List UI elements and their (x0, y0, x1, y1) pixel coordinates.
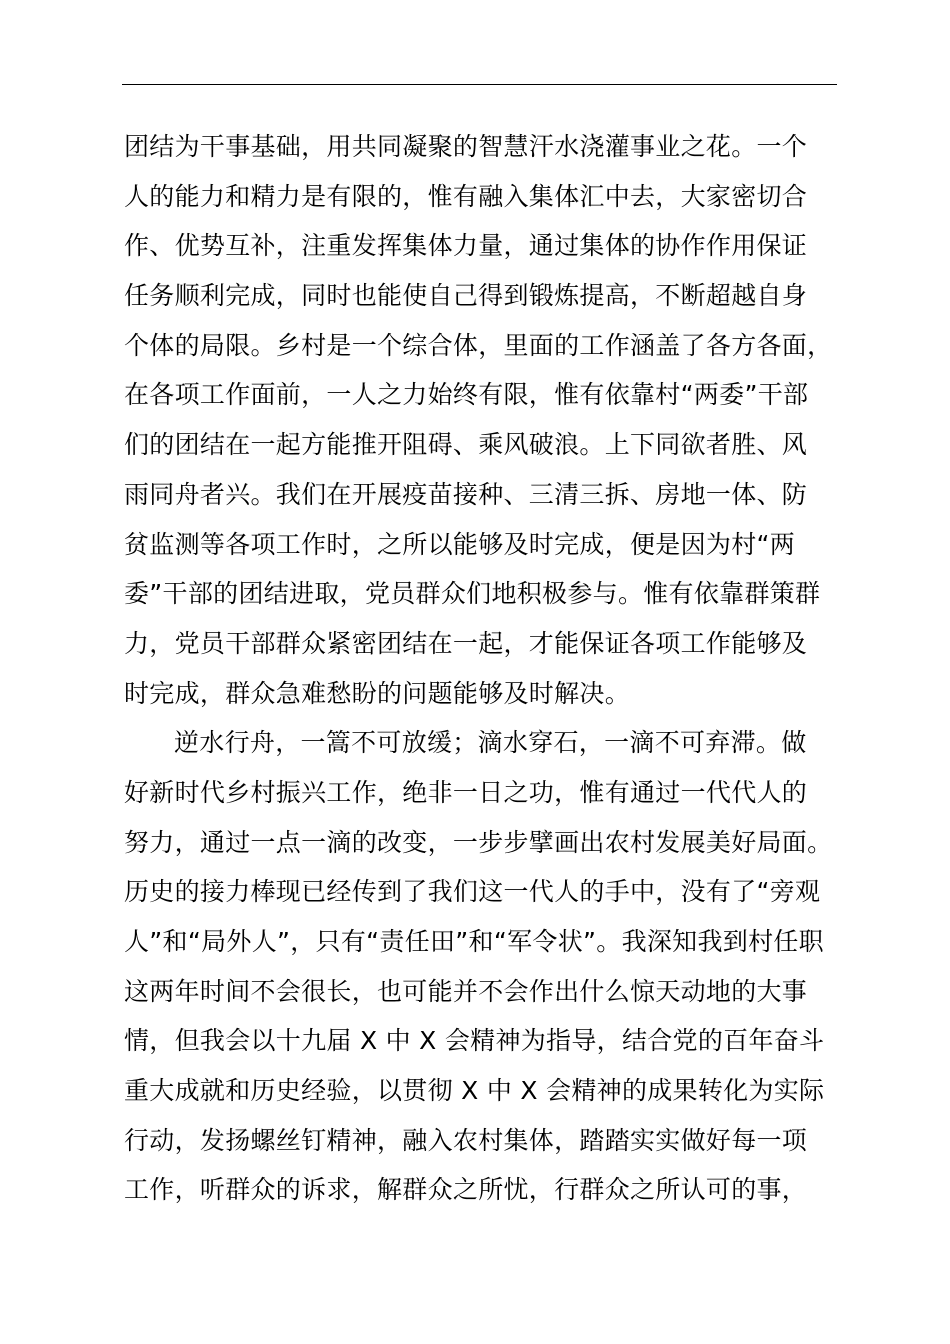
text-line: 在各项工作面前，一人之力始终有限，惟有依靠村“两委”干部 (124, 380, 809, 410)
text-line: 人”和“局外人”，只有“责任田”和“军令状”。我深知我到村任职 (124, 927, 824, 956)
text-line: 历史的接力棒现已经传到了我们这一代人的手中，没有了“旁观 (124, 877, 821, 907)
header-rule (122, 84, 837, 85)
text-line: 们的团结在一起方能推开阻碍、乘风破浪。上下同欲者胜、风 (124, 430, 808, 460)
paragraph-start-line: 逆水行舟，一篙不可放缓；滴水穿石，一滴不可弃滞。做 (174, 728, 807, 758)
text-line: 时完成，群众急难愁盼的问题能够及时解决。 (124, 678, 631, 708)
text-line: 人的能力和精力是有限的，惟有融入集体汇中去，大家密切合 (124, 181, 808, 211)
text-line: 个体的局限。乡村是一个综合体，里面的工作涵盖了各方各面， (124, 330, 833, 360)
text-line: 努力，通过一点一滴的改变，一步步擘画出农村发展美好局面。 (124, 827, 833, 857)
text-line: 雨同舟者兴。我们在开展疫苗接种、三清三拆、房地一体、防 (124, 479, 808, 509)
text-line: 任务顺利完成，同时也能使自己得到锻炼提高，不断超越自身 (124, 281, 808, 311)
text-line: 重大成就和历史经验，以贯彻 X 中 X 会精神的成果转化为实际 (124, 1076, 825, 1106)
text-line: 情，但我会以十九届 X 中 X 会精神为指导，结合党的百年奋斗 (124, 1026, 825, 1056)
text-line: 工作，听群众的诉求，解群众之所忧，行群众之所认可的事， (124, 1175, 808, 1205)
text-line: 好新时代乡村振兴工作，绝非一日之功，惟有通过一代代人的 (124, 777, 808, 807)
text-line: 贫监测等各项工作时，之所以能够及时完成，便是因为村“两 (124, 529, 796, 559)
text-line: 委”干部的团结进取，党员群众们地积极参与。惟有依靠群策群 (124, 579, 821, 609)
document-body (124, 122, 864, 1215)
text-line: 团结为干事基础，用共同凝聚的智慧汗水浇灌事业之花。一个 (124, 132, 808, 161)
text-line: 这两年时间不会很长，也可能并不会作出什么惊天动地的大事 (124, 976, 808, 1006)
text-line: 行动，发扬螺丝钉精神，融入农村集体，踏踏实实做好每一项 (124, 1125, 808, 1155)
text-line: 作、优势互补，注重发挥集体力量，通过集体的协作作用保证 (124, 231, 808, 261)
text-line: 力，党员干部群众紧密团结在一起，才能保证各项工作能够及 (124, 628, 808, 658)
